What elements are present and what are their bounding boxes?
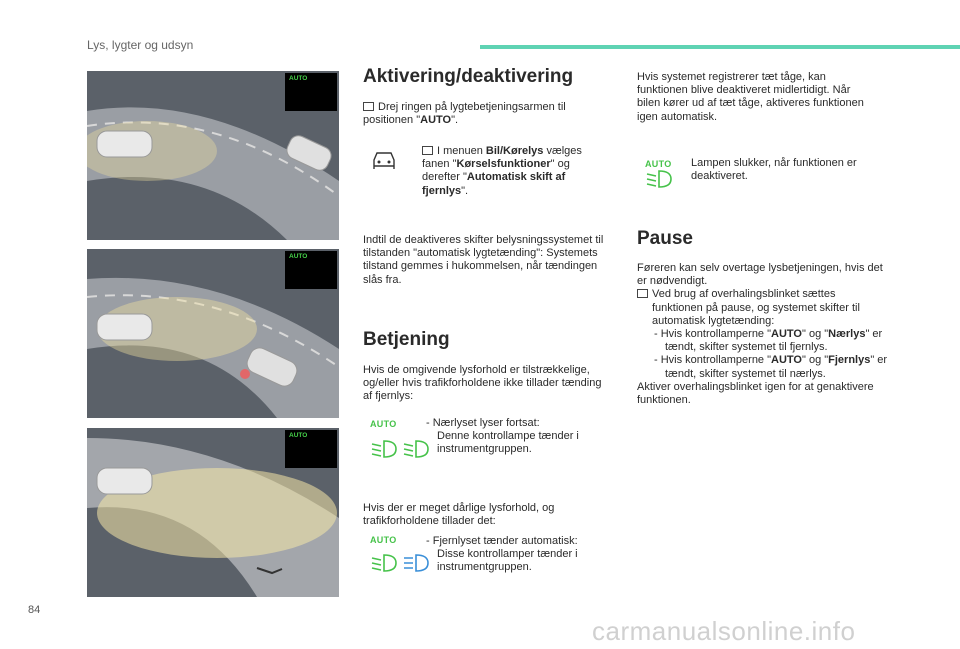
checkbox-bullet-icon [363,102,374,111]
paragraph-fog: Hvis systemet registrerer tæt tåge, kan funktionen blive deaktiveret midlertidigt. Når bilen kører ud af tæt tåge, aktiveres funktionen igen automatisk. [637,71,864,123]
paragraph-turn-ring: Drej ringen på lygtebetjeningsarmen til positionen "AUTO". [363,101,566,127]
instrument-icons-panel [285,73,337,111]
watermark: carmanualsonline.info [592,616,856,646]
paragraph-auto-mode: Indtil de deaktiveres skifter belysningssystemet til tilstanden "automatisk lygtetænding": Systemets tilstand gemmes i hukommelsen, når tændingen slås fra. [363,234,604,286]
instrument-icons-panel [285,251,337,289]
auto-high-beam-icons [370,535,430,578]
paragraph-poor-light: Hvis der er meget dårlige lysforhold, og trafikforholdene tillader det: [363,502,555,528]
auto-label: AUTO [289,432,308,439]
car-settings-icon [370,148,398,175]
pause-section-text: Føreren kan selv overtage lysbetjeningen, hvis det er nødvendigt. Ved brug af overhalingsblinket sættes funktionen på pause, og systemet skifter til automatisk lygtetænding: - Hvis kontrollamperne "AUTO" og "Nærlys" er tændt, skifter systemet til fjernlys. - Hvis kontrollamperne "AUTO" og "Fjernlys" er tændt, skifter systemet til nærlys. Aktiver overhalingsblinket igen for at genaktivere funktionen. [637,262,888,407]
auto-icon: AUTO [645,159,672,169]
list-item-high-beam: - Fjernlyset tænder automatisk: Disse kontrollamper tænder i instrumentgruppen. [426,535,578,574]
section-title: Lys, lygter og udsyn [87,38,194,52]
checkbox-bullet-icon [637,289,648,298]
auto-icon: AUTO [370,419,397,429]
low-beam-icon [645,169,673,189]
auto-label: AUTO [289,75,308,82]
list-item-low-beam: - Nærlyset lyser fortsat: Denne kontrollampe tænder i instrumentgruppen. [426,417,579,456]
paragraph-ambient-light: Hvis de omgivende lysforhold er tilstrækkelige, og/eller hvis trafikforholdene ikke tillader tænding af fjernlys: [363,364,602,403]
low-beam-icon [370,553,398,573]
illustration-low-beam [87,71,339,240]
heading-activation: Aktivering/deaktivering [363,66,574,87]
auto-off-icons [645,159,673,194]
paragraph-lamp-off: Lampen slukker, når funktionen er deaktiveret. [691,157,857,183]
instrument-icons-panel [285,430,337,468]
checkbox-bullet-icon [422,146,433,155]
paragraph-menu-settings: I menuen Bil/Kørelys vælges fanen "Kørselsfunktioner" og derefter "Automatisk skift af fjernlys". [422,145,582,197]
heading-pause: Pause [637,228,693,249]
page-number: 84 [28,604,41,616]
auto-low-beam-icons [370,419,430,464]
auto-label: AUTO [289,253,308,260]
low-beam-icon [370,439,398,459]
illustration-oncoming-car [87,249,339,418]
heading-operation: Betjening [363,329,450,350]
auto-icon: AUTO [370,535,397,545]
header-accent-bar [480,45,960,49]
illustration-high-beam [87,428,339,597]
